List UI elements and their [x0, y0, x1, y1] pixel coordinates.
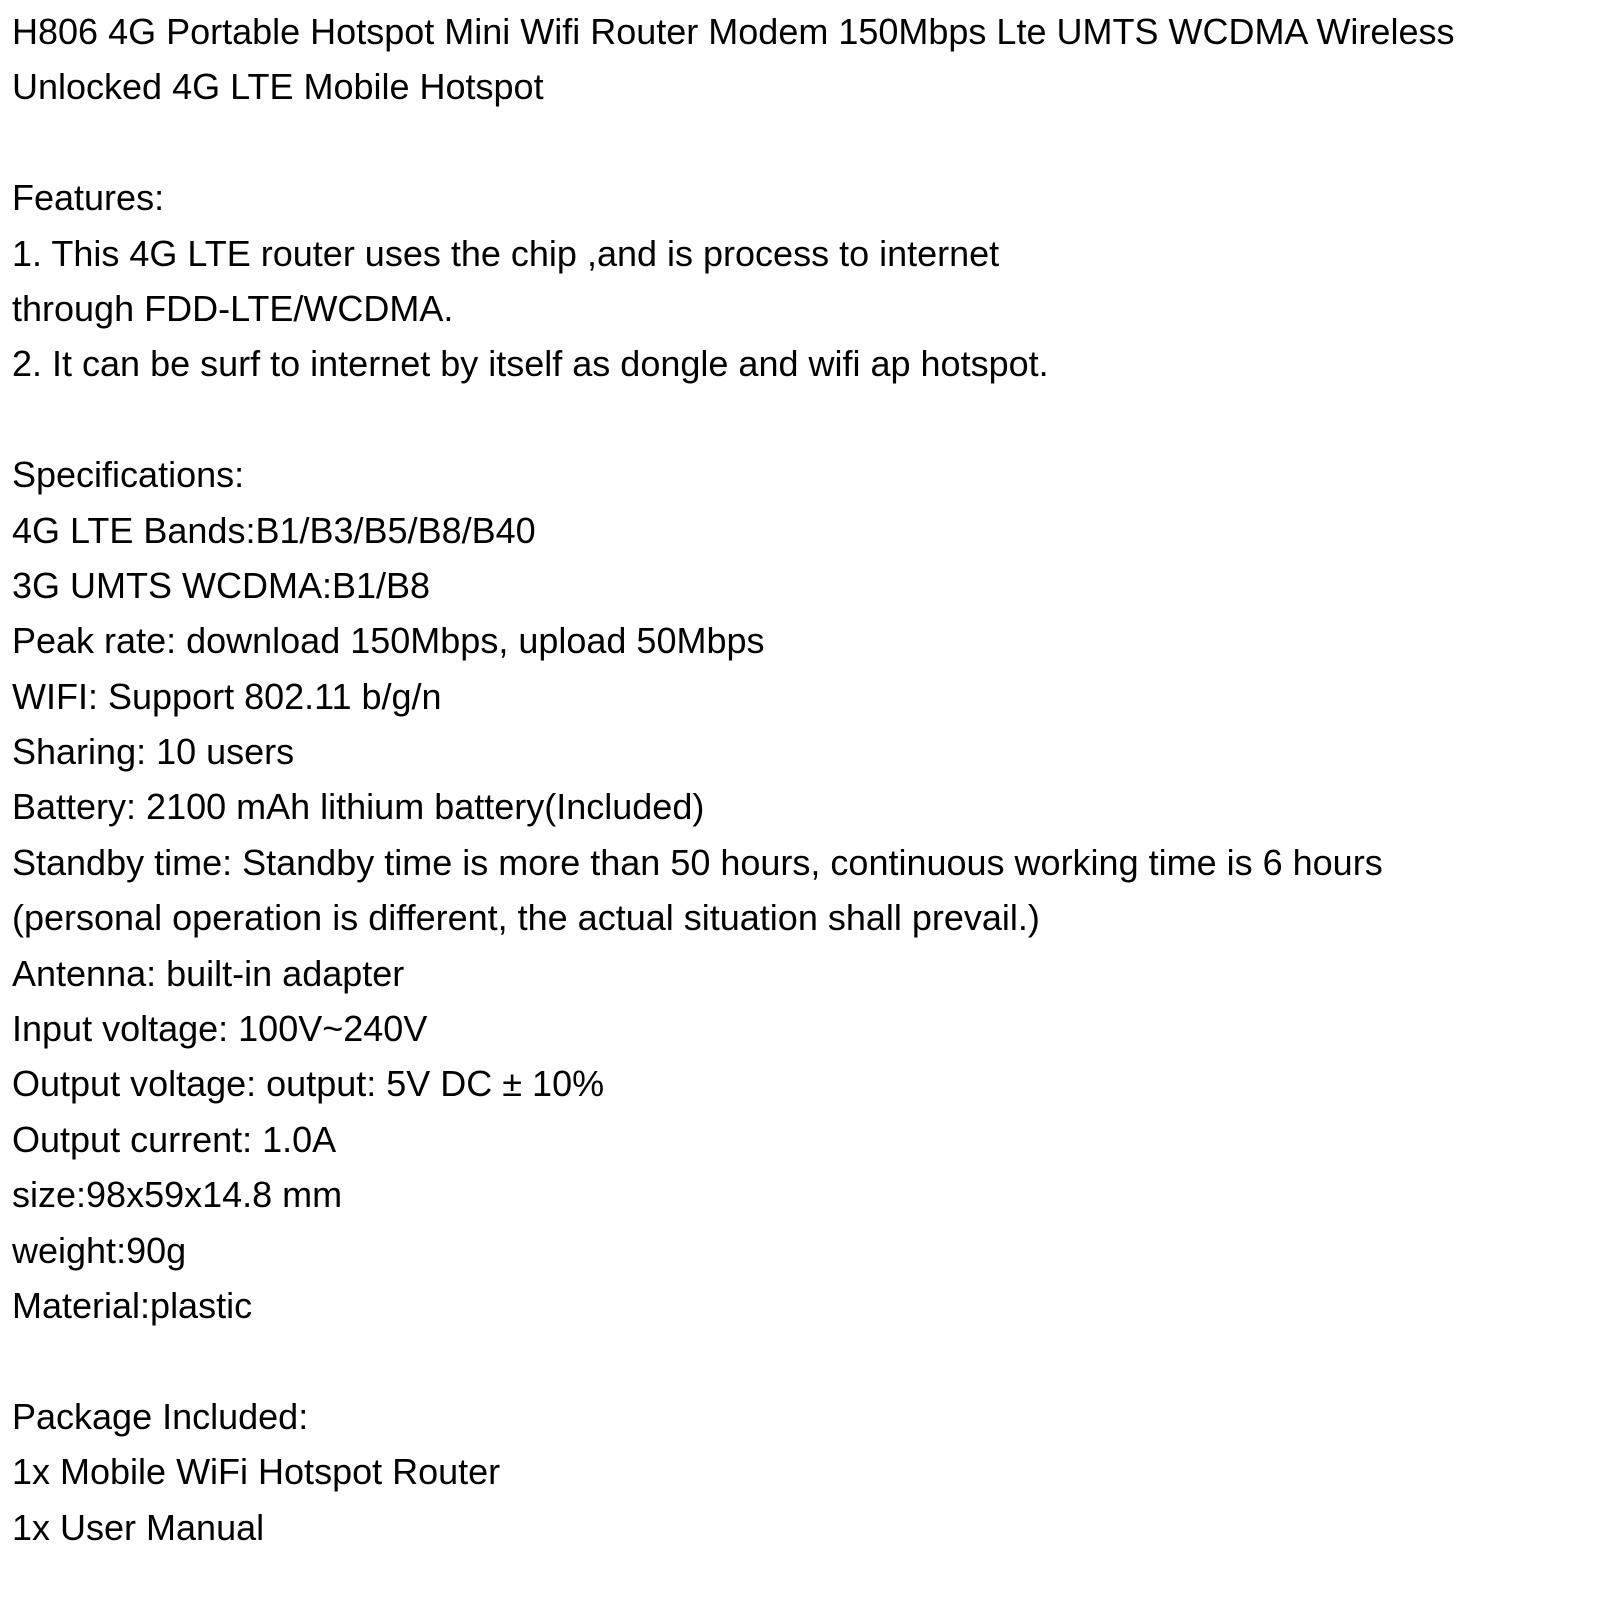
spec-line: Battery: 2100 mAh lithium battery(Included) — [12, 786, 705, 828]
product-description-document — [12, 4, 1600, 1555]
spec-line: size:98x59x14.8 mm — [12, 1174, 343, 1216]
feature-line: 2. It can be surf to internet by itself as dongle and wifi ap hotspot. — [12, 343, 1049, 385]
spec-line: 4G LTE Bands:B1/B3/B5/B8/B40 — [12, 509, 536, 551]
title-line-2: Unlocked 4G LTE Mobile Hotspot — [12, 66, 544, 108]
spec-line: weight:90g — [12, 1229, 187, 1271]
spec-line: Sharing: 10 users — [12, 731, 295, 773]
spec-line: Material:plastic — [12, 1284, 253, 1326]
spec-line: WIFI: Support 802.11 b/g/n — [12, 675, 442, 717]
specifications-heading: Specifications: — [12, 454, 245, 496]
feature-line: 1. This 4G LTE router uses the chip ,and is process to internet — [12, 232, 1000, 274]
spec-line: Antenna: built-in adapter — [12, 952, 405, 994]
feature-line: through FDD-LTE/WCDMA. — [12, 287, 454, 329]
package-item: 1x Mobile WiFi Hotspot Router — [12, 1451, 501, 1493]
spec-line: Output current: 1.0A — [12, 1118, 337, 1160]
spec-line: (personal operation is different, the actual situation shall prevail.) — [12, 897, 1040, 939]
package-heading: Package Included: — [12, 1395, 309, 1437]
title-line-1: H806 4G Portable Hotspot Mini Wifi Router Modem 150Mbps Lte UMTS WCDMA Wireless — [12, 11, 1455, 52]
spec-line: Input voltage: 100V~240V — [12, 1008, 428, 1050]
spacer — [12, 115, 1600, 170]
spec-line: 3G UMTS WCDMA:B1/B8 — [12, 564, 431, 606]
spec-line: Standby time: Standby time is more than 50 hours, continuous working time is 6 hours — [12, 841, 1383, 883]
package-item: 1x User Manual — [12, 1506, 265, 1548]
spec-line: Output voltage: output: 5V DC ± 10% — [12, 1063, 605, 1105]
spec-line: Peak rate: download 150Mbps, upload 50Mbps — [12, 620, 765, 662]
spacer — [12, 1333, 1600, 1388]
features-heading: Features: — [12, 177, 165, 219]
spacer — [12, 392, 1600, 447]
